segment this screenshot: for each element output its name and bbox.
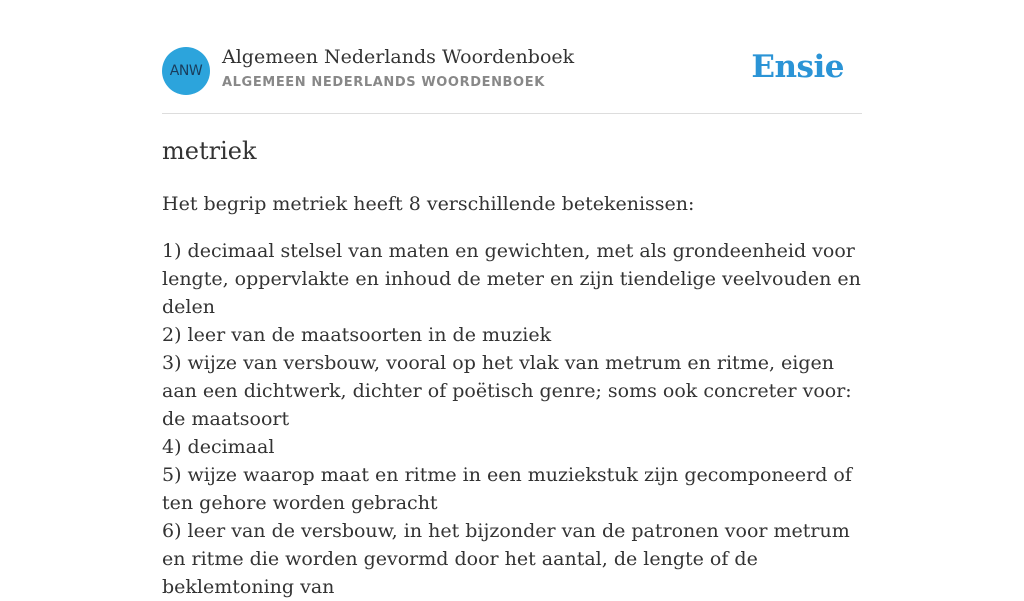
source-subtitle: ALGEMEEN NEDERLANDS WOORDENBOEK	[222, 75, 545, 90]
meaning-item: 3) wijze van versbouw, vooral op het vlak van metrum en ritme, eigen aan een dichtwerk, dichter of poëtisch genre; soms ook concreter voor: de maatsoort	[162, 352, 852, 430]
intro-text: Het begrip metriek heeft 8 verschillende betekenissen:	[162, 193, 695, 215]
meaning-item: 5) wijze waarop maat en ritme in een muziekstuk zijn gecomponeerd of ten gehore worden gebracht	[162, 464, 852, 514]
page-title: metriek	[162, 137, 257, 165]
meaning-item: 2) leer van de maatsoorten in de muziek	[162, 324, 552, 346]
meaning-item: 1) decimaal stelsel van maten en gewichten, met als grondeenheid voor lengte, oppervlakte en inhoud de meter en zijn tiendelige veelvouden en delen	[162, 240, 861, 318]
anw-logo[interactable]: ANW	[162, 47, 210, 95]
meaning-item: 6) leer van de versbouw, in het bijzonder van de patronen voor metrum en ritme die worden gevormd door het aantal, de lengte of de beklemtoning van	[162, 520, 850, 598]
page-container	[162, 0, 862, 598]
meaning-item: 4) decimaal	[162, 436, 275, 458]
ensie-logo[interactable]: Ensie	[751, 49, 844, 85]
source-title[interactable]: Algemeen Nederlands Woordenboek	[222, 46, 575, 68]
meanings-list	[162, 237, 862, 601]
source-header	[162, 0, 862, 114]
